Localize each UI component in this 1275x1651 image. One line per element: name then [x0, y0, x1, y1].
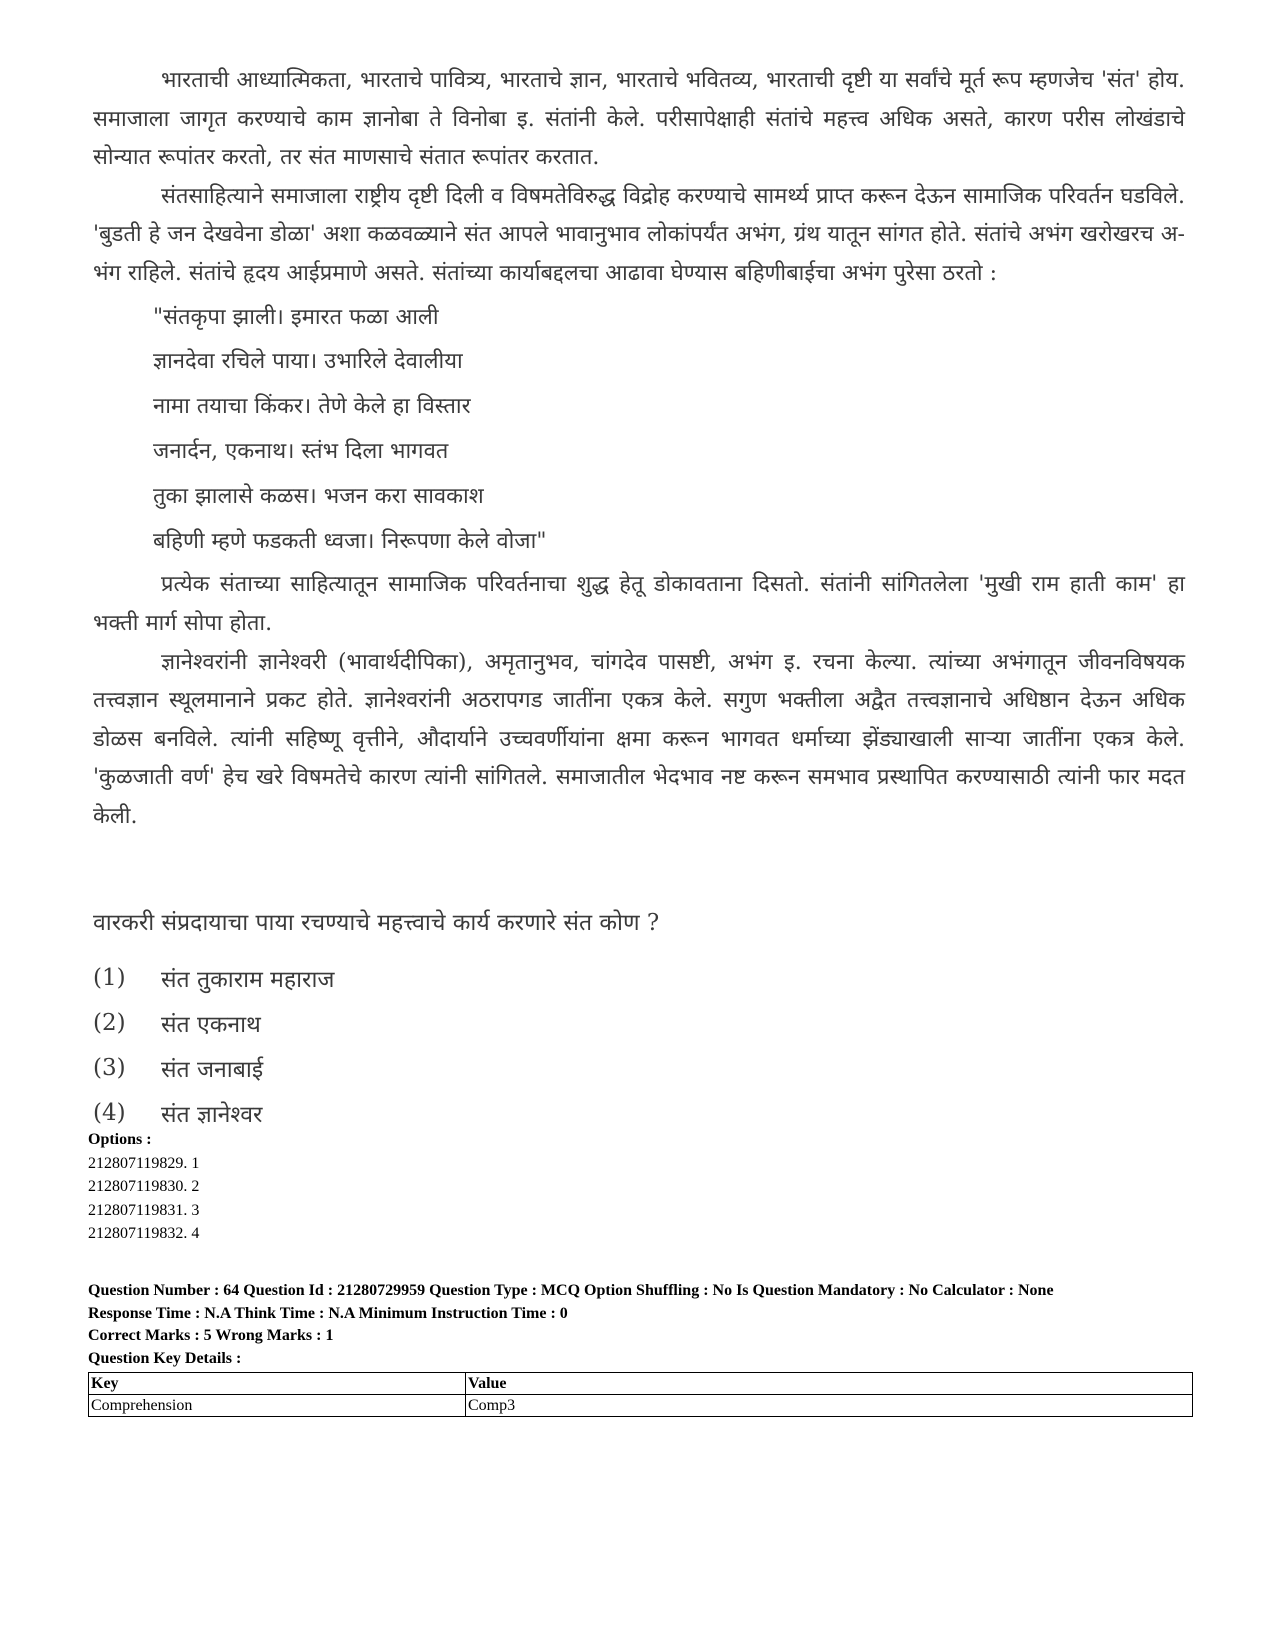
- cell-value: Comp3: [466, 1395, 1193, 1417]
- poem-line: नामा तयाचा किंकर। तेणे केले हा विस्तार: [153, 394, 471, 420]
- poem-line: तुका झालासे कळस। भजन करा सावकाश: [153, 483, 484, 509]
- choice-number: (2): [93, 1009, 126, 1036]
- choice-number: (1): [93, 964, 126, 991]
- choice-text: संत जनाबाई: [161, 1056, 264, 1083]
- passage-paragraph-2: संतसाहित्याने समाजाला राष्ट्रीय दृष्टी दिली व विषमतेविरुद्ध विद्रोह करण्याचे सामर्थ्य प्राप्त करून देऊन सामाजिक परिवर्तन घडविले. 'बुडती हे जन देखवेना डोळा' अशा कळवळ्याने संत आपले भावानुभाव लोकांपर्यंत अभंग, ग्रंथ यातून सांगत होते. संतांचे अभंग खरोखरच अ-भंग राहिले. संतांचे हृदय आईप्रमाणे असते. संतांच्या कार्याबद्दलचा आढावा घेण्यास बहिणीबाईचा अभंग पुरेसा ठरतो :: [93, 183, 1185, 286]
- question-info-line: Question Number : 64 Question Id : 21280729959 Question Type : MCQ Option Shuffling : No Is Question Mandatory : No Calculator : None: [88, 1282, 1054, 1299]
- answer-choice: [93, 955, 334, 1000]
- question-info-line: Question Key Details :: [88, 1349, 242, 1367]
- options-list: [88, 1128, 199, 1246]
- choice-text: संत तुकाराम महाराज: [161, 966, 335, 993]
- option-id: 212807119832. 4: [88, 1225, 200, 1242]
- answer-choice: [93, 1000, 334, 1045]
- question-info-line: Response Time : N.A Think Time : N.A Minimum Instruction Time : 0: [88, 1304, 568, 1322]
- header-value: Value: [466, 1373, 1193, 1395]
- passage-paragraph-3: प्रत्येक संताच्या साहित्यातून सामाजिक परिवर्तनाचा शुद्ध हेतू डोकावताना दिसतो. संतांनी सांगितलेला 'मुखी राम हाती काम' हा भक्ती मार्ग सोपा होता.: [93, 572, 1185, 636]
- option-id: 212807119829. 1: [88, 1154, 200, 1172]
- passage-paragraph-4: ज्ञानेश्वरांनी ज्ञानेश्वरी (भावार्थदीपिका), अमृतानुभव, चांगदेव पासष्टी, अभंग इ. रचना केल्या. त्यांच्या अभंगातून जीवनविषयक तत्त्वज्ञान स्थूलमानाने प्रकट होते. ज्ञानेश्वरांनी अठरापगड जातींना एकत्र केले. सगुण भक्तीला अद्वैत तत्त्वज्ञानाचे अधिष्ठान देऊन अधिक डोळस बनविले. त्यांनी सहिष्णू वृत्तीने, औदार्याने उच्चवर्णीयांना क्षमा करून भागवत धर्माच्या झेंड्याखाली साऱ्या जातींना एकत्र केले. 'कुळजाती वर्ण' हेच खरे विषमतेचे कारण त्यांनी सांगितले. समाजातील भेदभाव नष्ट करून समभाव प्रस्थापित करण्यासाठी त्यांनी फार मदत केली.: [93, 649, 1185, 829]
- option-id: 212807119831. 3: [88, 1201, 200, 1219]
- passage-paragraph-1: भारताची आध्यात्मिकता, भारताचे पावित्र्य, भारताचे ज्ञान, भारताचे भवितव्य, भारताची दृष्टी या सर्वांचे मूर्त रूप म्हणजेच 'संत' होय. समाजाला जागृत करण्याचे काम ज्ञानोबा ते विनोबा इ. संतांनी केले. परीसापेक्षाही संतांचे महत्त्व अधिक असते, कारण परीस लोखंडाचे सोन्यात रूपांतर करतो, तर संत माणसाचे संतात रूपांतर करतात.: [93, 68, 1185, 171]
- poem-line: "संतकृपा झाली। इमारत फळा आली: [153, 304, 439, 330]
- answer-choices: [93, 955, 334, 1135]
- question-info: [88, 1280, 1198, 1370]
- header-key: Key: [89, 1373, 466, 1395]
- question-key-table: [88, 1372, 1193, 1417]
- option-id: 212807119830. 2: [88, 1178, 200, 1195]
- poem-line: ज्ञानदेवा रचिले पाया। उभारिले देवालीया: [153, 349, 463, 375]
- choice-number: (3): [93, 1054, 126, 1081]
- question-text: वारकरी संप्रदायाचा पाया रचण्याचे महत्त्वाचे कार्य करणारे संत कोण ?: [93, 910, 660, 936]
- table-row: [89, 1395, 1193, 1417]
- table-header-row: [89, 1373, 1193, 1395]
- poem-line: बहिणी म्हणे फडकती ध्वजा। निरूपणा केले वोजा": [153, 528, 547, 554]
- choice-number: (4): [93, 1099, 126, 1126]
- cell-key: Comprehension: [89, 1395, 466, 1417]
- poem-line: जनार्दन, एकनाथ। स्तंभ दिला भागवत: [153, 438, 449, 464]
- comprehension-passage: [93, 62, 1185, 837]
- abhang-poem: [153, 296, 1185, 565]
- question-info-line: Correct Marks : 5 Wrong Marks : 1: [88, 1327, 334, 1344]
- choice-text: संत एकनाथ: [161, 1011, 261, 1038]
- answer-choice: [93, 1045, 334, 1090]
- choice-text: संत ज्ञानेश्वर: [161, 1101, 263, 1128]
- options-label: Options :: [88, 1131, 152, 1148]
